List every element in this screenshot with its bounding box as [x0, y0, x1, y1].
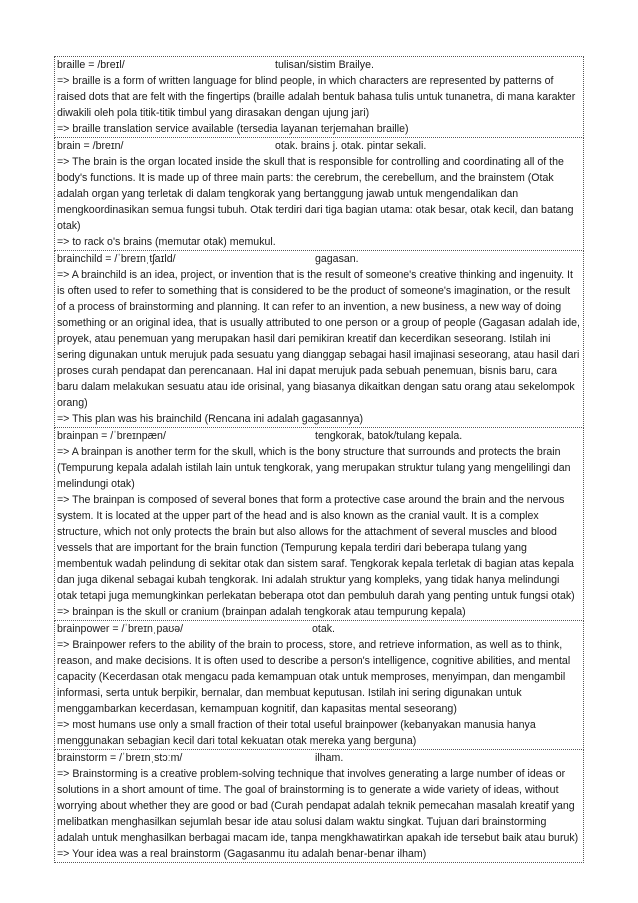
entry-headline	[57, 750, 581, 766]
entry-brainchild	[54, 251, 584, 428]
dictionary-page	[54, 56, 584, 863]
example-line: => most humans use only a small fraction of their total useful brainpower (kebanyakan manusia hanya menggunakan sebagian kecil dari total kekuatan otak mereka yang berguna)	[57, 719, 536, 747]
definition-line: => The brainpan is composed of several bones that form a protective case around the brain and the nervous system. It is located at the upper part of the head and is also known as the cranial vault. It is a complex structure, which not only protects the brain but also allows for the attachment of several muscles and blood vessels that are important for the brain function (Tempurung kepala terdiri dari beberapa tulang yang membentuk wadah pelindung di sekitar otak dan sistem saraf. Tengkorak kepala terletak di bagian atas kepala dan juga dikenal sebagai kubah tengkorak. Ini adalah struktur yang kompleks, yang tidak hanya melindungi otak tetapi juga memungkinkan perlekatan beberapa otot dan pembuluh darah yang penting untuk fungsi otak)	[57, 494, 575, 602]
entry-brain	[54, 138, 584, 251]
example-line: => brainpan is the skull or cranium (brainpan adalah tengkorak atau tempurung kepala)	[57, 606, 466, 618]
translation: otak.	[312, 623, 335, 635]
definition-line: => A brainchild is an idea, project, or invention that is the result of someone's creative thinking and ingenuity. It is often used to refer to something that is considered to be the product of someone's imagination, or the result of a process of brainstorming and planning. It can refer to an invention, a new business, a new way of doing something or an original idea, that is usually attributed to one person or a group of people (Gagasan adalah ide, proyek, atau penemuan yang merupakan hasil dari pemikiran kreatif dan kecerdikan seseorang. Istilah ini sering digunakan untuk merujuk pada sesuatu yang dianggap sebagai hasil imajinasi seseorang, atau hasil dari proses curah pendapat dan perencanaan. Hal ini dapat merujuk pada sebuah penemuan, bisnis baru, cara baru dalam melakukan sesuatu atau ide orisinal, yang biasanya dikaitkan dengan satu orang atau sekelompok orang)	[57, 269, 580, 409]
definition-line: => Brainstorming is a creative problem-solving technique that involves generating a large number of ideas or solutions in a short amount of time. The goal of brainstorming is to generate a wide variety of ideas, without worrying about whether they are good or bad (Curah pendapat adalah teknik pemecahan masalah kreatif yang melibatkan menghasilkan sejumlah besar ide atau solusi dalam waktu singkat. Tujuan dari brainstorming adalah untuk menghasilkan berbagai macam ide, tanpa mengkhawatirkan apakah ide tersebut baik atau buruk)	[57, 768, 579, 844]
example-line: => braille translation service available (tersedia layanan terjemahan braille)	[57, 123, 409, 135]
definition-line: => braille is a form of written language for blind people, in which characters are represented by patterns of raised dots that are felt with the fingertips (braille adalah bentuk bahasa tulis untuk tunanetra, di mana karakter diwakili oleh pola titik-titik timbul yang dirasakan dengan ujung jari)	[57, 75, 576, 119]
headword: brainstorm = /ˈbreɪnˌstɔːm/	[57, 752, 183, 764]
definition-line: => The brain is the organ located inside the skull that is responsible for controlling and coordinating all of the body's functions. It is made up of three main parts: the cerebrum, the cerebellum, and the brainstem (Otak adalah organ yang terletak di dalam tengkorak yang bertanggung jawab untuk mengendalikan dan mengkoordinasikan semua fungsi tubuh. Otak terdiri dari tiga bagian utama: otak besar, otak kecil, dan batang otak)	[57, 156, 574, 232]
example-line: => This plan was his brainchild (Rencana ini adalah gagasannya)	[57, 413, 364, 425]
entry-headline	[57, 138, 581, 154]
definition-line: => A brainpan is another term for the skull, which is the bony structure that surrounds and protects the brain (Tempurung kepala adalah istilah lain untuk tengkorak, yang merupakan struktur tulang yang mengelilingi dan melindungi otak)	[57, 446, 571, 490]
translation: tengkorak, batok/tulang kepala.	[315, 430, 463, 442]
translation: ilham.	[315, 752, 344, 764]
translation: gagasan.	[315, 253, 359, 265]
entry-headline	[57, 251, 581, 267]
translation: otak. brains j. otak. pintar sekali.	[275, 140, 427, 152]
headword: brain = /breɪn/	[57, 140, 124, 152]
example-line: => Your idea was a real brainstorm (Gagasanmu itu adalah benar-benar ilham)	[57, 848, 427, 860]
translation: tulisan/sistim Brailye.	[275, 59, 374, 71]
entry-braille	[54, 56, 584, 138]
headword: brainpan = /ˈbreɪnpæn/	[57, 430, 166, 442]
entry-headline	[57, 428, 581, 444]
entry-brainpan	[54, 428, 584, 621]
example-line: => to rack o's brains (memutar otak) memukul.	[57, 236, 276, 248]
entry-brainpower	[54, 621, 584, 750]
entry-brainstorm	[54, 750, 584, 863]
headword: brainpower = /ˈbreɪnˌpaʊə/	[57, 623, 184, 635]
entry-headline	[57, 621, 581, 637]
headword: braille = /breɪl/	[57, 59, 125, 71]
entry-headline	[57, 57, 581, 73]
headword: brainchild = /ˈbreɪnˌtʃaɪld/	[57, 253, 176, 265]
definition-line: => Brainpower refers to the ability of the brain to process, store, and retrieve information, as well as to think, reason, and make decisions. It is often used to describe a person's intelligence, cognitive abilities, and mental capacity (Kecerdasan otak mengacu pada kemampuan otak untuk memproses, menyimpan, dan mengambil informasi, serta untuk berpikir, bernalar, dan membuat keputusan. Istilah ini sering digunakan untuk menggambarkan kecerdasan, kemampuan kognitif, dan kapasitas mental seseorang)	[57, 639, 571, 715]
